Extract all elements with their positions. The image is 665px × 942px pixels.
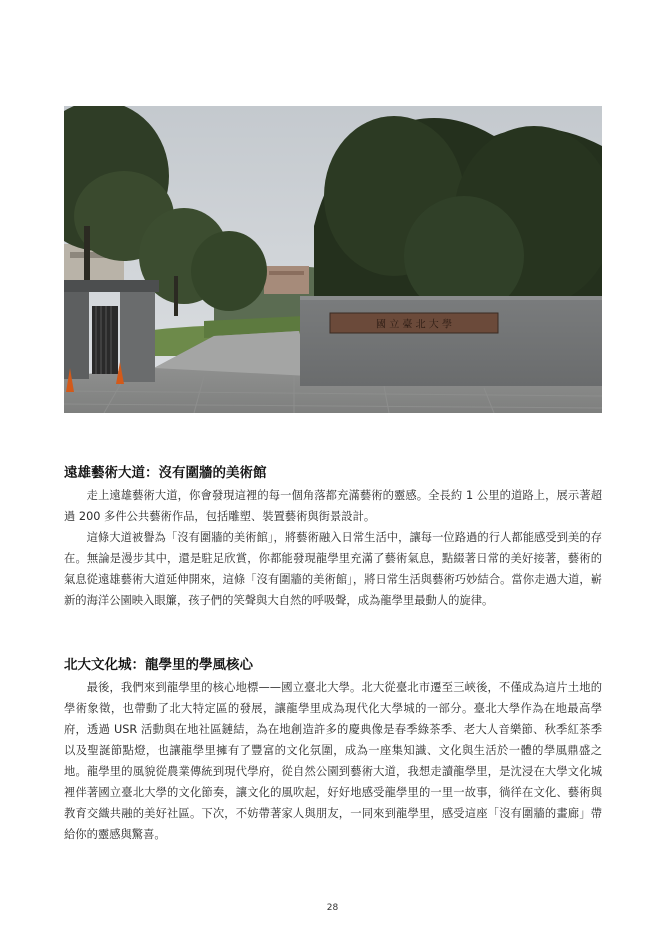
section-university-culture — [64, 655, 602, 845]
page-number: 28 — [326, 903, 339, 913]
paragraph: 這條大道被譽為「沒有圍牆的美術館」，將藝術融入日常生活中，讓每一位路過的行人都能感受到美的存在。無論是漫步其中，還是駐足欣賞，你都能發現龍學里充滿了藝術氣息，點綴著日常的美好接著，藝術的氣息從遠雄藝術大道延伸開來，這條「沒有圍牆的美術館」，將日常生活與藝術巧妙結合。當你走過大道，嶄新的海洋公園映入眼簾，孩子們的笑聲與大自然的呼吸聲，成為龍學里最動人的旋律。 — [64, 531, 602, 607]
paragraph: 走上遠雄藝術大道，你會發現這裡的每一個角落都充滿藝術的靈感。全長約 1 公里的道路上，展示著超過 200 多件公共藝術作品，包括雕塑、裝置藝術與街景設計。 — [64, 489, 602, 523]
campus-gate-photo — [64, 106, 602, 413]
gate-sign-text: 國 立 臺 北 大 學 — [376, 319, 452, 331]
section-heading: 遠雄藝術大道：沒有圍牆的美術館 — [64, 465, 267, 481]
section-art-avenue — [64, 463, 602, 611]
paragraph: 最後，我們來到龍學里的核心地標——國立臺北大學。北大從臺北市遷至三峽後，不僅成為這片土地的學術象徵，也帶動了北大特定區的發展，讓龍學里成為現代化大學城的一部分。臺北大學作為在地最高學府，透過 USR 活動與在地社區鏈結，為在地創造許多的慶典像是春季綠茶季、老大人音樂節、秋季紅茶季以及聖誕節點燈，也讓龍學里擁有了豐富的文化氛圍，成為一座集知識、文化與生活於一體的學風鼎盛之地。龍學里的風貌從農業傳統到現代學府，從自然公園到藝術大道，我想走讀龍學里，是沈浸在大學文化城裡伴著國立臺北大學的文化節奏，讓文化的風吹起，好好地感受龍學里的一里一故事，徜徉在文化、藝術與教育交織共融的美好社區。下次，不妨帶著家人與朋友，一同來到龍學里，感受這座「沒有圍牆的畫廊」帶給你的靈感與驚喜。 — [64, 681, 602, 841]
section-heading: 北大文化城：龍學里的學風核心 — [64, 657, 253, 673]
